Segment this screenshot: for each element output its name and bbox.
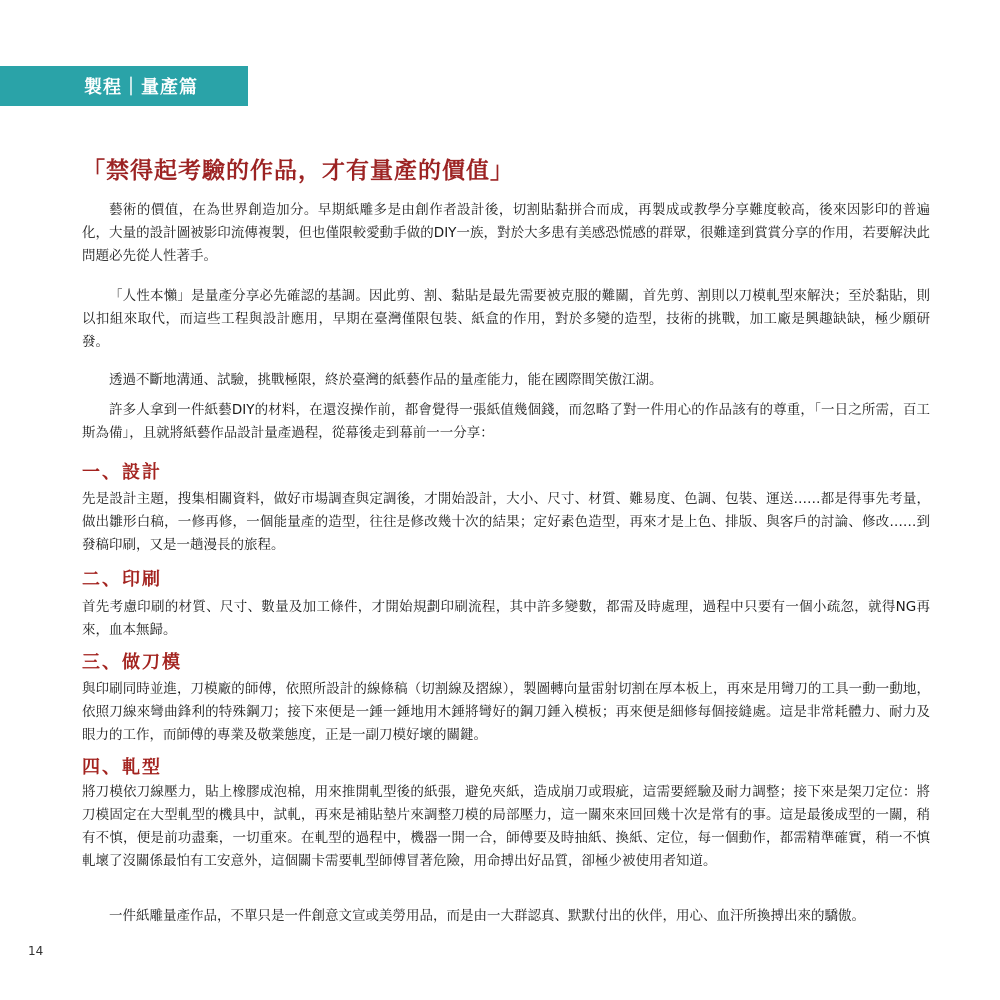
section-heading-die-making: 三、做刀模: [82, 652, 182, 673]
section-body-die-cutting: 將刀模依刀線壓力，貼上橡膠成泡棉，用來推開軋型後的紙張，避免夾紙，造成崩刀或瑕疵，這需要經驗及耐力調整；接下來是架刀定位：將刀模固定在大型軋型的機具中，試軋，再來是補貼墊片來調整刀模的局部壓力，這一關來來回回幾十次是常有的事。這是最後成型的一關，稍有不慎，便是前功盡棄，一切重來。在軋型的過程中，機器一開一合，師傅要及時抽紙、換紙、定位，每一個動作，都需精準確實，稍一不慎軋壞了沒關係最怕有工安意外，這個關卡需要軋型師傅冒著危險，用命搏出好品質，卻極少被使用者知道。: [82, 784, 930, 869]
section-tab-label: 製程｜量產篇: [84, 77, 198, 98]
section-body-die-making: 與印刷同時並進，刀模廠的師傅，依照所設計的線條稿（切割線及摺線），製圖轉向量雷射切割在厚本板上，再來是用彎刀的工具一動一動地，依照刀線來彎曲鋒利的特殊鋼刀；接下來便是一錘一錘地用木錘將彎好的鋼刀錘入模板；再來便是細修每個接縫處。這是非常耗體力、耐力及眼力的工作，而師傅的專業及敬業態度，正是一副刀模好壞的關鍵。: [82, 681, 930, 743]
section-heading-design: 一、設計: [82, 462, 162, 483]
section-body-printing: 首先考慮印刷的材質、尺寸、數量及加工條件，才開始規劃印刷流程，其中許多變數，都需及時處理，過程中只要有一個小疏忽，就得NG再來，血本無歸。: [82, 599, 930, 638]
section-heading-printing: 二、印刷: [82, 569, 162, 590]
intro-paragraph-3: 透過不斷地溝通、試驗，挑戰極限，終於臺灣的紙藝作品的量產能力，能在國際間笑傲江湖。: [109, 372, 663, 388]
closing-paragraph: 一件紙雕量產作品，不單只是一件創意文宣或美勞用品，而是由一大群認真、默默付出的伙伴，用心、血汗所換搏出來的驕傲。: [109, 908, 865, 924]
intro-paragraph-4: 許多人拿到一件紙藝DIY的材料，在還沒操作前，都會覺得一張紙值幾個錢，而忽略了對一件用心的作品該有的尊重，「一日之所需，百工斯為備」，且就將紙藝作品設計量產過程，從幕後走到幕前一一分享：: [82, 402, 930, 441]
intro-paragraph-2: 「人性本懶」是量產分享必先確認的基調。因此剪、割、黏貼是最先需要被克服的難關，首先剪、割則以刀模軋型來解決；至於黏貼，則以扣組來取代，而這些工程與設計應用，早期在臺灣僅限包裝、紙盒的作用，對於多變的造型，技術的挑戰，加工廠是興趣缺缺，極少願研發。: [82, 288, 930, 350]
page-headline: 「禁得起考驗的作品，才有量產的價值」: [82, 157, 514, 184]
section-heading-die-cutting: 四、軋型: [82, 757, 162, 778]
section-body-design: 先是設計主題，搜集相關資料，做好市場調查與定調後，才開始設計，大小、尺寸、材質、難易度、色調、包裝、運送……都是得事先考量，做出雛形白稿，一修再修，一個能量產的造型，往往是修改幾十次的結果；定好素色造型，再來才是上色、排版、與客戶的討論、修改……到發稿印刷，又是一趟漫長的旅程。: [82, 491, 930, 553]
intro-paragraph-1: 藝術的價值，在為世界創造加分。早期紙雕多是由創作者設計後，切割貼黏拼合而成，再製成或教學分享難度較高，後來因影印的普遍化，大量的設計圖被影印流傳複製，但也僅限較愛動手做的DIY一族，對於大多患有美感恐慌感的群眾，很難達到賞賞分享的作用，若要解決此問題必先從人性著手。: [82, 202, 930, 264]
page-number: 14: [28, 944, 44, 958]
section-tab: [0, 66, 248, 106]
